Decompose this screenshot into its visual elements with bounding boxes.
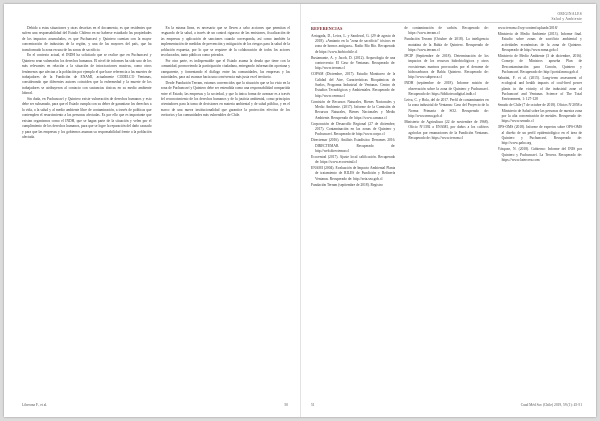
- running-head: [551, 12, 582, 21]
- reference-entry: Ministerio de Medio Ambiente (3 de diciembre, 2016). Consejo de Ministros aprueba Plan de Descontaminación para Concón, Quintero y Puchuncaví. Recuperado de: http://portal.mma.gob.cl: [497, 53, 582, 75]
- left-column-2: [161, 26, 291, 391]
- left-page: [4, 4, 301, 417]
- reference-entry: Fundación Terram (septiembre de 2018). Registro: [311, 182, 383, 187]
- paragraph: Debido a estas situaciones y otras descritas en el documento, es que residentes que sufren una responsabilidad del Estado Chileno en no haberse estudiado las propiedades de los impactos acumulados, es que Puchuncaví y Quintero cuentan con la mayor concentración de industrias de la región, y una de las mayores del país, que ha transformado la zona en una de las zonas de sacrificio.: [22, 26, 152, 52]
- running-head-subsection: Salud y Ambiente: [551, 16, 582, 21]
- footer-author: Liberona F., et al.: [22, 403, 48, 407]
- running-head-section: ORIGINALES: [557, 12, 582, 16]
- reference-entry: Vásquez, N. (2018). Gobierno: Informe del INIS por Quintero y Puchuncaví. La Tercera. Recuperado de: https://www.latercera.com: [497, 147, 582, 163]
- paragraph: Sin duda, en Puchuncaví y Quintero existe vulneración de derechos humanos y esto debe ser subsanado, para que el Estado cumpla con su deber de garantizar los derechos a la vida, a la salud y al medio ambiente libre de contaminación, a través de políticas que contemplen el resarcimiento a las personas afectadas. Es por ello que es importante que existan organismos como el INDH, que se hagan parte de la situación y velen por el cumplimiento de los derechos humanos, para que se logre la reparación del daño causado y para que las empresas y los gobiernos asuman su responsabilidad frente a la población afectada.: [22, 97, 152, 139]
- reference-entry: IPCIP (Septiembre de 2018). Determinación de los impactos de los recursos hidrobiológicos y otros ecosistemas marinos provocados por el derrame de hidrocarburos de Bahía Quintero. Recuperado de: http://www.subpesca.cl: [404, 53, 489, 80]
- reference-entry: Bustamante, A. y Jacob, D. (2012). Arqueología de una controversia: El Caso de Ventanas. Recuperado de: http://www.terram.cl: [311, 55, 396, 71]
- reference-entry: Ministerio de Medio Ambiente (2013). Informe final. Estudio sobre zonas de sacrificio ambiental y actividades económicas de la zona de Quintero. Recuperado de http://www.mma.gob.cl: [497, 31, 582, 53]
- right-column-1: [311, 26, 395, 391]
- reference-entry: www.terram.cl/wp-content/uploads/2018/: [497, 26, 558, 30]
- document-spread: [4, 4, 596, 417]
- reference-entry: Directemar (2016). Análisis Estadístico Derrames 2016. DIRECTEMAR. Recuperado de: http://web.directemar.cl: [311, 138, 396, 153]
- reference-entry: Fundación Terram (Octubre de 2018). La inteligencia matutina de la Bahía de Quintero. Recuperado de https://www.terram.cl: [404, 37, 489, 53]
- right-column-3: [498, 26, 582, 391]
- right-page: [301, 4, 596, 417]
- reference-entry: COPAM (Diciembre, 2017). Estudio Monitoreo de la Calidad del Aire, Características Bioquímicas de Suelos, Programa Industrial de Ventanas. Centro de Estudios Tecnológicos y Ambientales. Recuperado de: http://www.cenma.cl: [311, 72, 396, 98]
- reference-entry: ENAMI (2004). Evaluación de Impacto Ambiental Planta de tratamiento de RILES de Fundición y Refinería Ventanas. Recuperado de: http://seia.sea.gob.cl: [311, 165, 396, 181]
- reference-entry: Corporación de Desarrollo Regional (27 de diciembre, 2017). Contaminación en las zonas de Quintero y Puchuncaví. Recuperado de http://www.corpo.cl: [311, 121, 396, 137]
- paragraph: Por otra parte, es indispensable que el Estado asuma la deuda que tiene con la comunidad, promoviendo la participación ciudadana, entregando información oportuna y transparente, y fomentando el diálogo entre las comunidades, las empresas y las autoridades, para así avanzar hacia una convivencia más justa en el territorio.: [160, 58, 290, 80]
- left-page-columns: [22, 26, 290, 391]
- paragraph: En el contexto actual, el INDH ha solicitado que se realice que en Puchuncaví y Quintero sean vulnerados los derechos humanos. El nivel de informes ha sido uno de los más relevantes en relación a la situación de intoxicaciones masivas, como otros fenómenos que afectan a la población por ejemplo el que hace referencia a las muertes de trabajadores de la Fundición de ENAMI, actualmente CODELCO Ventanas, considerando que diferentes autores coinciden que la enfermedad y la muerte de los trabajadores se atribuyeron al contacto con sustancias tóxicas en su medio ambiente laboral.: [22, 53, 152, 96]
- reference-entry: Comisión de Recursos Naturales, Bienes Nacionales y Medio Ambiente. (2017). Informe de la Comisión de Recursos Naturales, Bienes Nacionales y Medio Ambiente. Recuperado de: https://www.camara.cl: [311, 99, 396, 120]
- page-number-right: 51: [311, 403, 315, 407]
- reference-entry: Leiva, C. y Hola, del de 2017. Perfil de contaminantes en la zona industrial de Ventanas: Caso del Proyecto de la Norma Primaria de SO2. Recuperado de: http://www.mma.gob.cl: [404, 97, 489, 119]
- footer-journal: Cuad Méd Soc (Chile) 2019, 59 (1): 45-51: [520, 403, 582, 407]
- reference-entry: Ministerio de Agricultura (22 de noviembre de 1968). Oficio Nº1392 a ENAMI, por daños a los cultivos agrícolas por emanaciones de la Fundición Ventanas. Recuperado de: https://www.terram.cl: [404, 119, 489, 141]
- right-page-columns: [311, 26, 582, 391]
- references-heading: REFERENCIAS: [311, 26, 343, 31]
- reference-entry: de contaminación de carbón. Recuperado de: https://www.terram.cl: [404, 26, 489, 36]
- left-column-1: [22, 26, 152, 391]
- paragraph: En la misma línea, es necesario que se lleven a cabo acciones que permitan el resguardo de la salud, a través de un control riguroso de las emisiones, fiscalización de las empresas y aplicación de sanciones cuando corresponda, así como también la implementación de medidas de prevención y mitigación de los riesgos para la salud de la población expuesta, por lo que se requiere de la colaboración de todos los actores involucrados, tanto públicos como privados.: [160, 26, 290, 58]
- page-number-left: 50: [284, 403, 288, 407]
- reference-entry: Arriagada, D., Leiva, L. y Sandoval, G. (29 de agosto de 2018). «Amianto en la "zona de sacrificio" tóxicos en zona de hornos antiguos». Radio Bío Bío. Recuperado de https://www.biobiochile.cl: [311, 33, 396, 54]
- right-column-2: [404, 26, 488, 391]
- reference-entry: OPS-OMS (2018). Informe de expertos sobre OPS-OMS al diseño de un perfil epidemiológico en el área de Quintero y Puchuncaví. Recuperado de: http://www.paho.org: [497, 125, 582, 146]
- reference-entry: Sabatini, F. et al. (2015). Long-term assessment of ecological and health impacts of coal-fired power plants in the vicinity of the industrial zone of Puchuncaví and Ventanas. Science of The Total Environment, 1: 127-128: [497, 75, 582, 102]
- reference-entry: Senado de Chile (7 de octubre de 2018). Oficios Nº2058 a Ministerio de Salud sobre las personas de nuestra zona por la alta concentración de metales. Recuperado de: https://www.senado.cl: [497, 103, 582, 124]
- reference-entry: Ecocentral (2017). Ajuste local calificación. Recuperado de: https://www.ecocentral.cl: [311, 154, 396, 165]
- reference-entry: INDH (septiembre de 2018). Informe misión de observación sobre la zona de Quintero y Puchuncaví. Recuperado de: https://bibliotecadigital.indh.cl: [404, 81, 489, 97]
- references-list-1: [311, 34, 395, 189]
- paragraph: Desde Fundación Terram, estamos convencidos que la situación que se ha visto en la zona de Puchuncaví y Quintero debe ser entendida como una responsabilidad compartida entre el Estado, las empresas y la sociedad, y que la única forma de avanzar es a través del reconocimiento de los derechos humanos y de la justicia ambiental, como principios orientadores para la toma de decisiones en materia ambiental y de salud pública, y en el marco de una nueva institucionalidad que garantice la protección efectiva de los territorios y las comunidades más vulnerables de Chile.: [160, 80, 290, 118]
- header-rule: [311, 22, 582, 23]
